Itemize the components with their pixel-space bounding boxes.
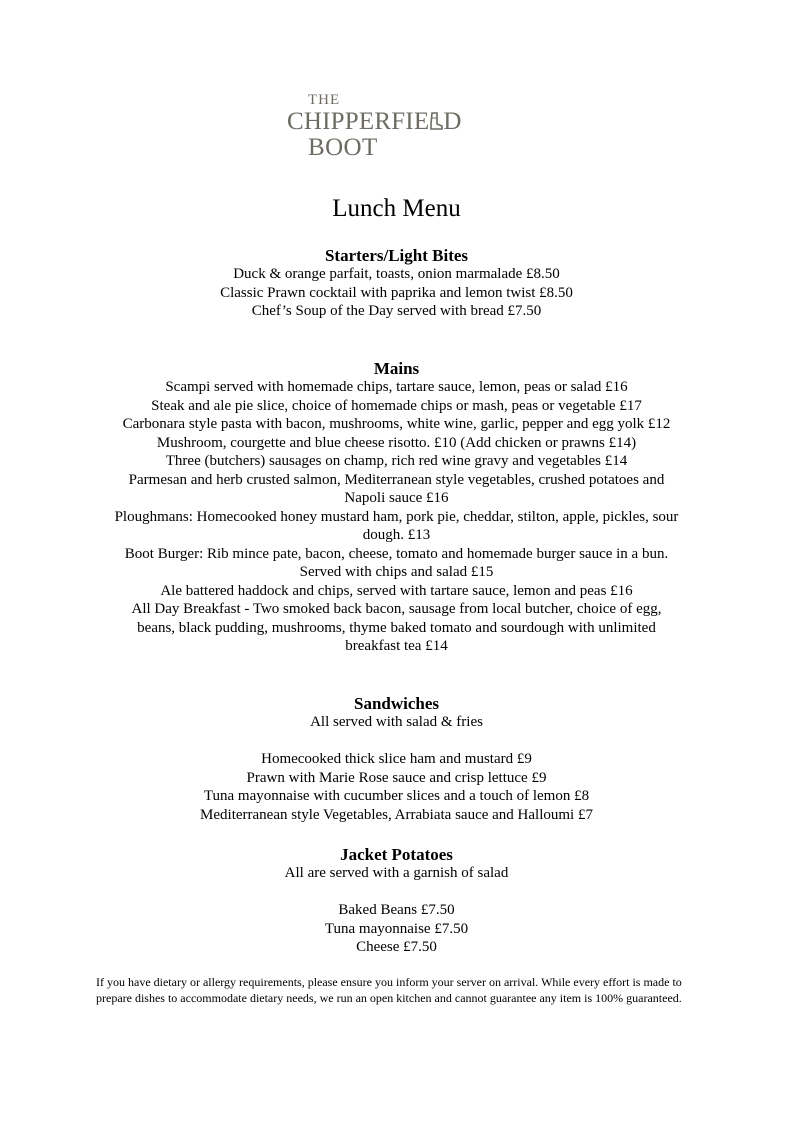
page-title: Lunch Menu [332,195,461,222]
spacer [90,883,703,902]
menu-item-line: beans, black pudding, mushrooms, thyme baked tomato and sourdough with unlimited [137,619,656,636]
menu-item-line: Steak and ale pie slice, choice of homemade chips or mash, peas or vegetable £17 [151,397,642,414]
starters-heading: Starters/Light Bites [324,246,469,265]
logo-text-chipperfie: CHIPPERFIE [287,108,430,135]
menu-item-line: Scampi served with homemade chips, tartare sauce, lemon, peas or salad £16 [165,379,628,395]
menu-item-line: Served with chips and salad £15 [299,564,494,580]
jacket-potatoes-section [90,845,703,957]
sandwiches-section [90,694,703,824]
jacket-potatoes-heading: Jacket Potatoes [340,845,453,864]
restaurant-logo [287,92,512,161]
menu-item: Classic Prawn cocktail with paprika and lemon twist £8.50 [220,284,573,301]
menu-item: Chef’s Soup of the Day served with bread £7.50 [251,303,542,319]
mains-section [90,359,703,656]
sandwiches-heading: Sandwiches [353,694,440,713]
menu-item: Mediterranean style Vegetables, Arrabiata sauce and Halloumi £7 [200,806,593,823]
menu-item-line: dough. £13 [362,527,431,543]
menu-item: Prawn with Marie Rose sauce and crisp lettuce £9 [246,769,547,786]
spacer [90,732,703,751]
menu-item-line: Napoli sauce £16 [344,490,449,506]
menu-item: Baked Beans £7.50 [338,902,455,918]
mains-heading: Mains [373,359,420,378]
logo-text-d: D [443,108,462,135]
menu-item: Tuna mayonnaise with cucumber slices and a touch of lemon £8 [203,788,590,804]
allergy-note: If you have dietary or allergy requirements, please ensure you inform your server on arrival. While every effort is made to prepare dishes to accommodate dietary needs, we run an open kitchen and cannot guarantee any item is 100% guaranteed. [96,975,682,1005]
menu-item-line: Mushroom, courgette and blue cheese risotto. £10 (Add chicken or prawns £14) [156,434,637,451]
menu-item-line: All Day Breakfast - Two smoked back bacon, sausage from local butcher, choice of egg, [131,601,662,617]
menu-item-line: Three (butchers) sausages on champ, rich red wine gravy and vegetables £14 [165,453,628,469]
logo-line-chipperfield [287,109,512,135]
jacket-potatoes-subtitle: All are served with a garnish of salad [284,865,509,881]
sandwiches-subtitle: All served with salad & fries [310,714,483,730]
boot-icon [429,112,443,130]
menu-item-line: breakfast tea £14 [345,638,448,654]
logo-line-boot: BOOT [308,134,378,161]
menu-item: Homecooked thick slice ham and mustard £9 [261,751,532,767]
menu-item-line: Carbonara style pasta with bacon, mushrooms, white wine, garlic, pepper and egg yolk £12 [122,416,671,432]
menu-item: Tuna mayonnaise £7.50 [324,920,469,937]
starters-section [90,246,703,321]
menu-item-line: Ploughmans: Homecooked honey mustard ham, pork pie, cheddar, stilton, apple, pickles, sour [114,508,679,525]
logo-line-the: THE [308,92,341,108]
menu-item-line: Ale battered haddock and chips, served with tartare sauce, lemon and peas £16 [160,582,633,599]
menu-item-line: Boot Burger: Rib mince pate, bacon, cheese, tomato and homemade burger sauce in a bun. [124,545,669,562]
menu-item-line: Parmesan and herb crusted salmon, Mediterranean style vegetables, crushed potatoes and [128,471,665,488]
menu-item: Duck & orange parfait, toasts, onion marmalade £8.50 [233,266,560,282]
menu-item: Cheese £7.50 [356,939,437,955]
